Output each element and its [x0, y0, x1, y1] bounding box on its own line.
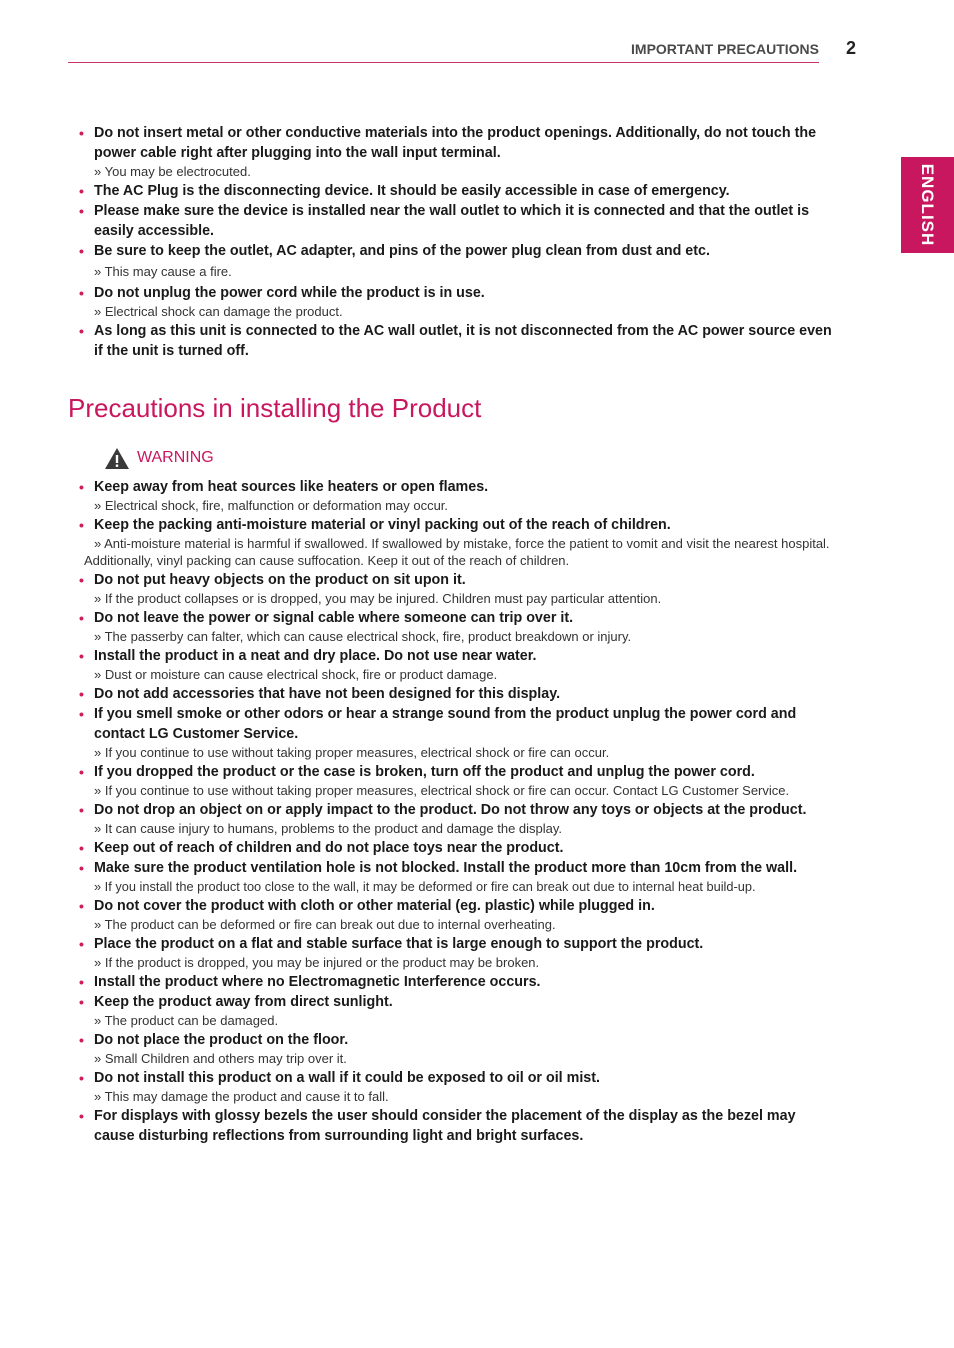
- bullet-note: » If you continue to use without taking proper measures, electrical shock or fire can occur.: [94, 745, 610, 760]
- bullet-note: » If you continue to use without taking proper measures, electrical shock or fire can occur. Contact LG Customer Service.: [94, 783, 790, 798]
- list-item: [0, 684, 954, 704]
- list-item: [0, 283, 954, 320]
- list-item: [0, 972, 954, 992]
- list-item: [0, 1068, 954, 1105]
- top-precautions: [0, 123, 954, 361]
- list-item: [0, 704, 954, 761]
- bullet-text: • Do not put heavy objects on the product on sit upon it.: [0, 570, 954, 590]
- bullet-text: • Install the product where no Electromagnetic Interference occurs.: [0, 972, 954, 992]
- bullet-note: » Dust or moisture can cause electrical shock, fire or product damage.: [94, 667, 498, 682]
- list-item: [0, 646, 954, 683]
- list-item: [0, 321, 954, 361]
- bullet-text: • As long as this unit is connected to the AC wall outlet, it is not disconnected from the AC power source even if the unit is turned off.: [0, 321, 954, 361]
- bullet-text: • If you smell smoke or other odors or hear a strange sound from the product unplug the power cord and contact LG Customer Service.: [0, 704, 954, 744]
- list-item: [0, 992, 954, 1029]
- list-item: [0, 201, 954, 241]
- bullet-note: » If the product collapses or is dropped, you may be injured. Children must pay particular attention.: [94, 591, 662, 606]
- bullet-text: • Please make sure the device is installed near the wall outlet to which it is connected and that the outlet is easily accessible.: [0, 201, 954, 241]
- list-item: [0, 1030, 954, 1067]
- bullet-note: » The product can be deformed or fire can break out due to internal overheating.: [94, 917, 556, 932]
- bullet-text: • Install the product in a neat and dry place. Do not use near water.: [0, 646, 954, 666]
- bullet-note: » The passerby can falter, which can cause electrical shock, fire, product breakdown or injury.: [94, 629, 632, 644]
- bullet-note: » Anti-moisture material is harmful if swallowed. If swallowed by mistake, force the patient to vomit and visit the nearest hospital. Additionally, vinyl packing can cause suffocation. Keep it out of the reach of children.: [84, 536, 830, 568]
- bullet-text: • Do not leave the power or signal cable where someone can trip over it.: [0, 608, 954, 628]
- list-item: [0, 515, 954, 569]
- bullet-note: » Electrical shock, fire, malfunction or deformation may occur.: [94, 498, 449, 513]
- list-item: [0, 896, 954, 933]
- bullet-note: » If you install the product too close to the wall, it may be deformed or fire can break out due to internal heat build-up.: [94, 879, 756, 894]
- list-item: [0, 181, 954, 201]
- bullet-text: • Keep away from heat sources like heaters or open flames.: [0, 477, 954, 497]
- warning-heading: [104, 446, 214, 470]
- bullet-text: • The AC Plug is the disconnecting device. It should be easily accessible in case of emergency.: [0, 181, 954, 201]
- list-item: [0, 241, 954, 280]
- bullet-text: • Make sure the product ventilation hole is not blocked. Install the product more than 10cm from the wall.: [0, 858, 954, 878]
- warning-label: WARNING: [137, 449, 214, 466]
- list-item: [0, 762, 954, 799]
- bullet-text: • Do not place the product on the floor.: [0, 1030, 954, 1050]
- list-item: [0, 934, 954, 971]
- list-item: [0, 570, 954, 607]
- bullet-text: • Do not cover the product with cloth or other material (eg. plastic) while plugged in.: [0, 896, 954, 916]
- section-title: Precautions in installing the Product: [68, 393, 482, 423]
- bullet-text: • If you dropped the product or the case is broken, turn off the product and unplug the power cord.: [0, 762, 954, 782]
- list-item: [0, 608, 954, 645]
- bullet-note: » Small Children and others may trip over it.: [94, 1051, 347, 1066]
- bullet-text: • Keep the packing anti-moisture material or vinyl packing out of the reach of children.: [0, 515, 954, 535]
- bullet-text: • Keep the product away from direct sunlight.: [0, 992, 954, 1012]
- bullet-text: • Do not unplug the power cord while the product is in use.: [0, 283, 954, 303]
- list-item: [0, 477, 954, 514]
- bullet-text: • For displays with glossy bezels the user should consider the placement of the display as the bezel may cause disturbing reflections from surrounding light and bright surfaces.: [0, 1106, 954, 1146]
- page-number: 2: [846, 38, 857, 58]
- running-header-title: IMPORTANT PRECAUTIONS: [631, 41, 819, 57]
- bullet-text: • Place the product on a flat and stable surface that is large enough to support the product.: [0, 934, 954, 954]
- list-item: [0, 800, 954, 837]
- bullet-text: • Do not install this product on a wall if it could be exposed to oil or oil mist.: [0, 1068, 954, 1088]
- bullet-text: • Do not add accessories that have not been designed for this display.: [0, 684, 954, 704]
- list-item: [0, 858, 954, 895]
- bullet-note: » If the product is dropped, you may be injured or the product may be broken.: [94, 955, 540, 970]
- bullet-note: » The product can be damaged.: [94, 1013, 279, 1028]
- bullet-note: » This may damage the product and cause it to fall.: [94, 1089, 389, 1104]
- bullet-text: • Keep out of reach of children and do not place toys near the product.: [0, 838, 954, 858]
- list-item: [0, 838, 954, 858]
- bullet-note: » You may be electrocuted.: [94, 164, 251, 179]
- language-tab-label: ENGLISH: [918, 163, 937, 247]
- bullet-text: • Do not insert metal or other conductive materials into the product openings. Additionally, do not touch the power cable right after plugging into the wall input terminal.: [0, 123, 954, 163]
- header-divider: [68, 62, 819, 63]
- bullet-text: • Do not drop an object on or apply impact to the product. Do not throw any toys or objects at the product.: [0, 800, 954, 820]
- list-item: [0, 123, 954, 180]
- bullet-note: » Electrical shock can damage the product.: [94, 304, 343, 319]
- bullet-note: » It can cause injury to humans, problems to the product and damage the display.: [94, 821, 563, 836]
- install-precautions: [0, 477, 954, 1146]
- list-item: [0, 1106, 954, 1146]
- warning-triangle-icon: [104, 447, 130, 470]
- bullet-note: » This may cause a fire.: [94, 264, 232, 279]
- bullet-text: • Be sure to keep the outlet, AC adapter, and pins of the power plug clean from dust and etc.: [0, 241, 954, 261]
